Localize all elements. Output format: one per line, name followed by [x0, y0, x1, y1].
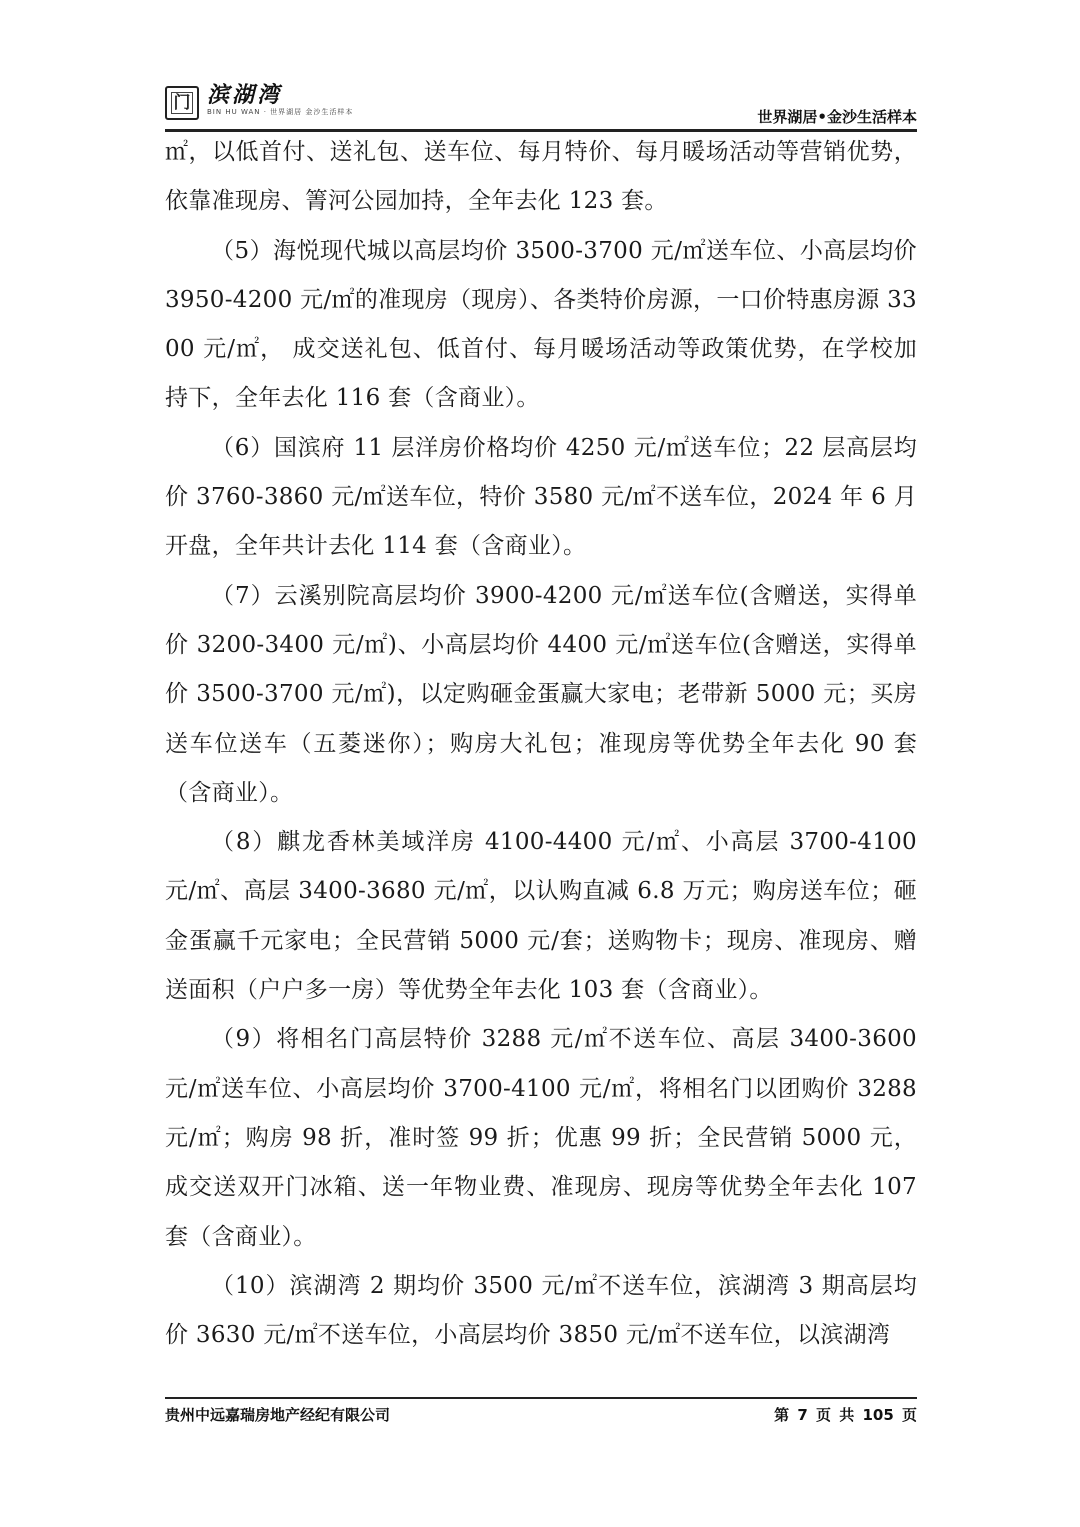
paragraph-9: （9）将相名门高层特价 3288 元/㎡不送车位、高层 3400-3600 元/㎡送车位、小高层均价 3700-4100 元/㎡，将相名门以团购价 3288 元/㎡；购房 98 折，准时签 99 折；优惠 99 折；全民营销 5000 元，成交送双开门冰箱、送一年物业费、准现房、现房等优势全年去化 107 套（含商业）。 — [165, 1026, 917, 1250]
paragraph-5: （5）海悦现代城以高层均价 3500-3700 元/㎡送车位、小高层均价 3950-4200 元/㎡的准现房（现房）、各类特价房源，一口价特惠房源 3300 元/㎡， 成交送礼包、低首付、每月暖场活动等政策优势，在学校加持下，全年去化 116 套（含商业）。 — [165, 237, 917, 412]
logo-seal-icon: 门 — [165, 86, 199, 120]
header-title: 世界湖居•金沙生活样本 — [757, 108, 917, 126]
company-logo — [165, 82, 353, 128]
logo-subtitle: BIN HU WAN · 世界湖居 金沙生活样本 — [207, 108, 354, 116]
paragraph-10: （10）滨湖湾 2 期均价 3500 元/㎡不送车位，滨湖湾 3 期高层均价 3630 元/㎡不送车位，小高层均价 3850 元/㎡不送车位，以滨湖湾 — [165, 1272, 917, 1349]
footer-page-number: 第 7 页 共 105 页 — [774, 1406, 917, 1424]
footer-divider — [165, 1397, 917, 1399]
paragraph-8: （8）麒龙香林美域洋房 4100-4400 元/㎡、小高层 3700-4100 元/㎡、高层 3400-3680 元/㎡，以认购直减 6.8 万元；购房送车位；砸金蛋赢千元家电；全民营销 5000 元/套；送购物卡；现房、准现房、赠送面积（户户多一房）等优势全年去化 103 套（含商业）。 — [165, 829, 917, 1004]
paragraph-continuation: ㎡，以低首付、送礼包、送车位、每月特价、每月暖场活动等营销优势，依靠准现房、箐河公园加持，全年去化 123 套。 — [165, 139, 917, 215]
page-header — [165, 82, 917, 132]
paragraph-6: （6）国滨府 11 层洋房价格均价 4250 元/㎡送车位；22 层高层均价 3760-3860 元/㎡送车位，特价 3580 元/㎡不送车位，2024 年 6 月开盘，全年共计去化 114 套（含商业）。 — [165, 434, 917, 560]
footer-company: 贵州中远嘉瑞房地产经纪有限公司 — [165, 1406, 391, 1424]
logo-name: 滨湖湾 — [207, 82, 283, 108]
paragraph-7: （7）云溪别院高层均价 3900-4200 元/㎡送车位(含赠送，实得单价 3200-3400 元/㎡)、小高层均价 4400 元/㎡送车位(含赠送，实得单价 3500-3700 元/㎡)，以定购砸金蛋赢大家电；老带新 5000 元；买房送车位送车（五菱迷你）；购房大礼包；准现房等优势全年去化 90 套（含商业）。 — [165, 582, 917, 806]
document-body — [165, 128, 917, 1360]
